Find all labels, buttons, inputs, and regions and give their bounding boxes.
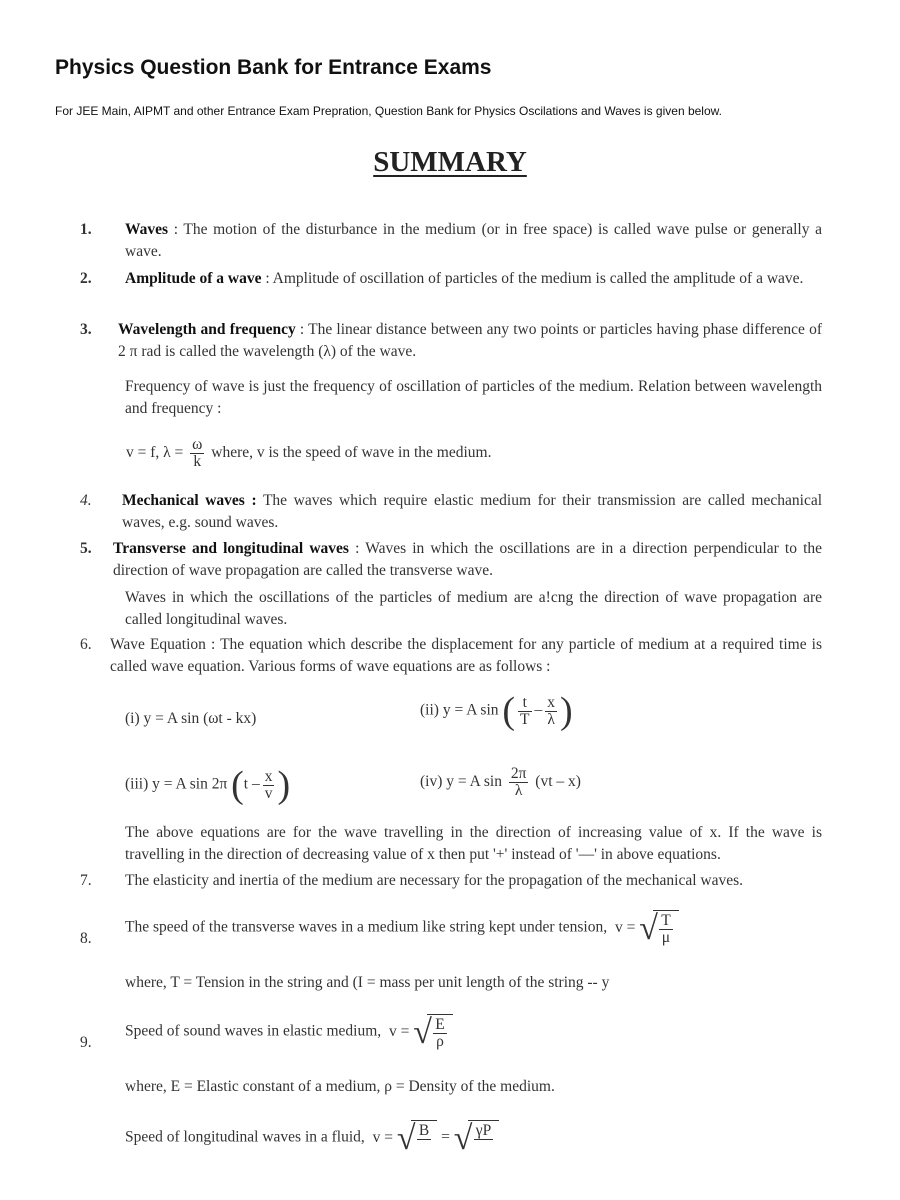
item-sound-speed: Speed of sound waves in elastic medium, v = √ $\frac{E}{\rho}$ <box>125 1014 453 1050</box>
item-number: 8. <box>80 930 92 947</box>
equation-i: (i) y = A sin (ωt - kx) <box>125 710 257 727</box>
item-number: 9. <box>80 1034 92 1051</box>
frequency-paragraph: Frequency of wave is just the frequency of oscillation of particles of the medium. Relation between wavelength and frequency : <box>125 378 822 417</box>
item-number: 6. <box>80 636 92 653</box>
item-mechanical-waves: Mechanical waves : The waves which require elastic medium for their transmission are called mechanical waves, e.g. sound waves. <box>122 492 823 531</box>
equation-iv: (iv) y = A sin $\frac{2\pi}{\lambda}$ (vt – x) <box>420 765 581 799</box>
item-transverse-speed: The speed of the transverse waves in a medium like string kept under tension, v = √ $\frac{T}{\mu}$ <box>125 910 679 946</box>
item-number: 7. <box>80 872 92 889</box>
equation-iii: (iii) y = A sin 2π (t – $\frac{x}{v}$ ) <box>125 764 291 806</box>
item-waves: Waves : The motion of the disturbance in the medium (or in free space) is called wave pulse or generally a wave. <box>125 221 822 260</box>
item-wave-equation: Wave Equation : The equation which describe the displacement for any particle of medium at a required time is called wave equation. Various forms of wave equations are as follows : <box>110 636 822 675</box>
formula-wavelength: v = f, λ = $\frac{\omega}{k}$ where, v is the speed of wave in the medium. <box>126 436 492 470</box>
longitudinal-paragraph: Waves in which the oscillations of the particles of medium are a!cng the direction of wave propagation are called longitudinal waves. <box>125 589 822 628</box>
equations-note: The above equations are for the wave travelling in the direction of increasing value of x. If the wave is travelling in the direction of decreasing value of x then put '+' instead of '—' in above equations. <box>125 824 822 863</box>
item-elasticity-inertia: The elasticity and inertia of the medium are necessary for the propagation of the mechanical waves. <box>125 872 744 889</box>
page-title: Physics Question Bank for Entrance Exams <box>55 56 492 79</box>
item-number: 3. <box>80 321 92 338</box>
longitudinal-fluid-speed: Speed of longitudinal waves in a fluid, v = √ B = √ γP <box>125 1120 499 1156</box>
item-number: 1. <box>80 221 92 238</box>
summary-heading: SUMMARY <box>373 146 527 178</box>
elastic-where: where, E = Elastic constant of a medium, ρ = Density of the medium. <box>125 1078 555 1095</box>
tension-where: where, T = Tension in the string and (I = mass per unit length of the string -- y <box>125 974 610 991</box>
item-number: 4. <box>80 492 92 509</box>
page-subtitle: For JEE Main, AIPMT and other Entrance Exam Prepration, Question Bank for Physics Oscilations and Waves is given below. <box>55 104 722 118</box>
item-number: 5. <box>80 540 92 557</box>
item-amplitude: Amplitude of a wave : Amplitude of oscillation of particles of the medium is called the amplitude of a wave. <box>125 270 804 287</box>
item-wavelength-frequency: Wavelength and frequency : The linear distance between any two points or particles having phase difference of 2 π rad is called the wavelength (λ) of the wave. <box>118 321 822 360</box>
item-number: 2. <box>80 270 92 287</box>
equation-ii: (ii) y = A sin ( $\frac{t}{T}$ – $\frac{x}{\lambda}$ ) <box>420 690 573 732</box>
item-transverse-longitudinal: Transverse and longitudinal waves : Waves in which the oscillations are in a direction perpendicular to the direction of wave propagation are called the transverse wave. <box>113 540 823 579</box>
